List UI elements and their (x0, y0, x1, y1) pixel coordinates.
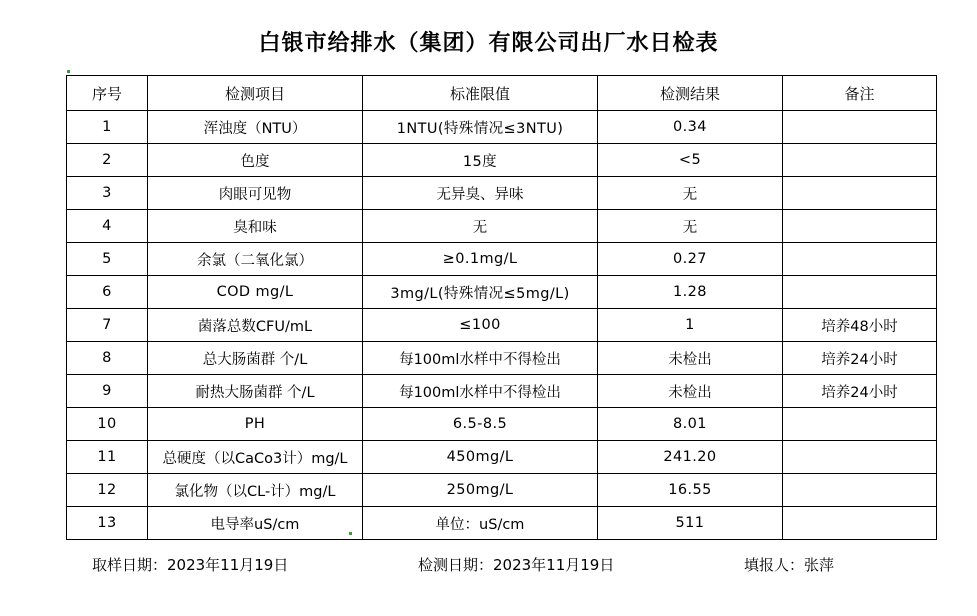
table-header (67, 76, 937, 111)
cell-item: 耐热大肠菌群 个/L (148, 375, 363, 408)
table-header-row (67, 76, 937, 111)
cell-result: 1 (598, 309, 783, 342)
cell-no: 13 (67, 507, 148, 540)
cell-note (783, 474, 937, 507)
cell-result: 未检出 (598, 342, 783, 375)
cell-item: 菌落总数CFU/mL (148, 309, 363, 342)
cell-std: 15度 (363, 144, 598, 177)
cell-note: 培养48小时 (783, 309, 937, 342)
table-row (67, 243, 937, 276)
cell-item: PH (148, 408, 363, 441)
cell-note (783, 210, 937, 243)
cell-no: 4 (67, 210, 148, 243)
cell-std: 每100ml水样中不得检出 (363, 342, 598, 375)
cell-std: 3mg/L(特殊情况≤5mg/L) (363, 276, 598, 309)
document-footer (0, 554, 977, 575)
cell-no: 5 (67, 243, 148, 276)
table-row (67, 111, 937, 144)
cell-result: 0.34 (598, 111, 783, 144)
table-row (67, 309, 937, 342)
cell-note (783, 408, 937, 441)
cell-result: 无 (598, 177, 783, 210)
table-row (67, 474, 937, 507)
cell-std: 1NTU(特殊情况≤3NTU) (363, 111, 598, 144)
table-body (67, 111, 937, 540)
cell-std: 每100ml水样中不得检出 (363, 375, 598, 408)
cell-item: 电导率uS/cm (148, 507, 363, 540)
cell-no: 1 (67, 111, 148, 144)
cell-std: 单位：uS/cm (363, 507, 598, 540)
cell-result: 8.01 (598, 408, 783, 441)
header-cell-item: 检测项目 (148, 76, 363, 111)
table-row (67, 375, 937, 408)
cell-no: 12 (67, 474, 148, 507)
cell-no: 10 (67, 408, 148, 441)
cell-result: 无 (598, 210, 783, 243)
reporter-name: 填报人：张萍 (744, 556, 835, 574)
cell-item: 余氯（二氧化氯） (148, 243, 363, 276)
cell-no: 9 (67, 375, 148, 408)
cell-result: 0.27 (598, 243, 783, 276)
table-row (67, 210, 937, 243)
cell-item: 浑浊度（NTU） (148, 111, 363, 144)
cell-std: ≤100 (363, 309, 598, 342)
cell-note (783, 441, 937, 474)
cell-item: 肉眼可见物 (148, 177, 363, 210)
cell-note: 培养24小时 (783, 375, 937, 408)
water-quality-table (66, 75, 937, 540)
cell-note (783, 111, 937, 144)
cell-result: <5 (598, 144, 783, 177)
cell-note (783, 144, 937, 177)
cell-no: 8 (67, 342, 148, 375)
cell-item: COD mg/L (148, 276, 363, 309)
report-table-wrapper (0, 75, 977, 540)
header-cell-std: 标准限值 (363, 76, 598, 111)
cell-item: 臭和味 (148, 210, 363, 243)
cell-item: 色度 (148, 144, 363, 177)
cell-note (783, 243, 937, 276)
cell-std: 250mg/L (363, 474, 598, 507)
cell-std: 无 (363, 210, 598, 243)
cell-note (783, 276, 937, 309)
cell-result: 1.28 (598, 276, 783, 309)
cell-std: 无异臭、异味 (363, 177, 598, 210)
corner-marker-top-left (67, 70, 70, 73)
table-row (67, 276, 937, 309)
cell-result: 511 (598, 507, 783, 540)
cell-no: 6 (67, 276, 148, 309)
cell-item: 氯化物（以CL-计）mg/L (148, 474, 363, 507)
header-cell-note: 备注 (783, 76, 937, 111)
cell-no: 3 (67, 177, 148, 210)
cell-no: 7 (67, 309, 148, 342)
corner-marker-bottom (349, 532, 352, 535)
table-row (67, 408, 937, 441)
cell-std: 6.5-8.5 (363, 408, 598, 441)
table-row (67, 177, 937, 210)
cell-item: 总大肠菌群 个/L (148, 342, 363, 375)
cell-note: 培养24小时 (783, 342, 937, 375)
table-row (67, 441, 937, 474)
cell-result: 16.55 (598, 474, 783, 507)
table-row (67, 342, 937, 375)
cell-result: 241.20 (598, 441, 783, 474)
cell-result: 未检出 (598, 375, 783, 408)
table-row (67, 507, 937, 540)
testing-date: 检测日期：2023年11月19日 (418, 556, 615, 574)
sampling-date: 取样日期：2023年11月19日 (92, 556, 289, 574)
header-cell-no: 序号 (67, 76, 148, 111)
header-cell-result: 检测结果 (598, 76, 783, 111)
cell-item: 总硬度（以CaCo3计）mg/L (148, 441, 363, 474)
cell-std: 450mg/L (363, 441, 598, 474)
cell-note (783, 507, 937, 540)
table-row (67, 144, 937, 177)
cell-std: ≥0.1mg/L (363, 243, 598, 276)
cell-no: 11 (67, 441, 148, 474)
cell-no: 2 (67, 144, 148, 177)
page-title: 白银市给排水（集团）有限公司出厂水日检表 (258, 31, 719, 56)
cell-note (783, 177, 937, 210)
